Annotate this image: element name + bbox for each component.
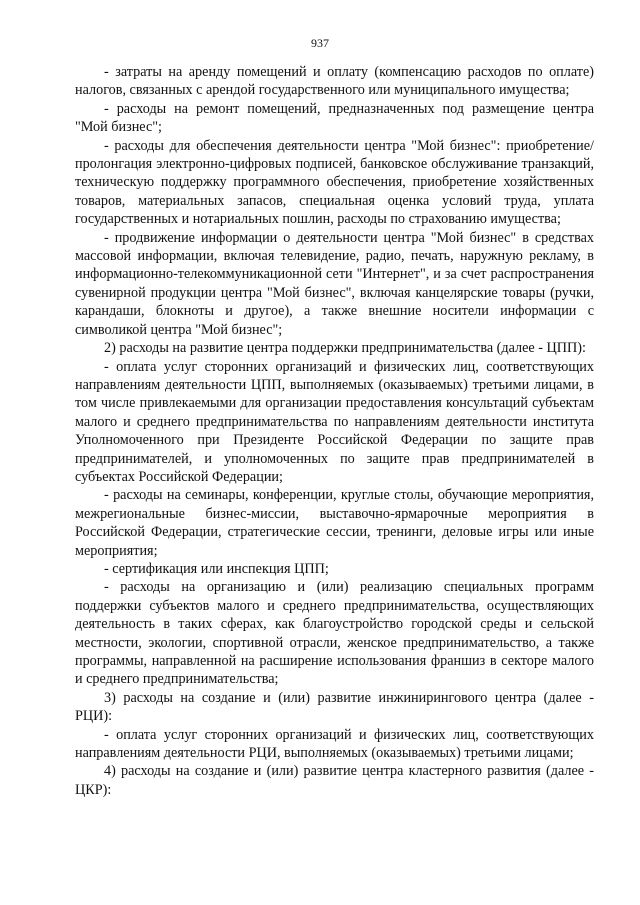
paragraph-cpp-heading: 2) расходы на развитие центра поддержки предпринимательства (далее - ЦПП): bbox=[104, 340, 586, 357]
paragraph-cpp-services: - оплата услуг сторонних организаций и физических лиц, соответствующих направлениям деятельности ЦПП, выполняемых (оказываемых) третьими лицами, в том числе привлекаемыми для организации предоставления консультаций субъектам малого и среднего предпринимательства по направлениям деятельности института Уполномоченного при Президенте Российской Федерации по защите прав предпринимателей, и уполномоченных по защите прав предпринимателей в субъектах Российской Федерации; bbox=[75, 358, 594, 485]
body-text bbox=[75, 63, 594, 799]
paragraph-rci-heading: 3) расходы на создание и (или) развитие инжинирингового центра (далее - РЦИ): bbox=[75, 689, 594, 725]
paragraph-repair-costs: - расходы на ремонт помещений, предназначенных под размещение центра "Мой бизнес"; bbox=[75, 100, 594, 136]
paragraph-cpp-events: - расходы на семинары, конференции, круглые столы, обучающие мероприятия, межрегиональные бизнес-миссии, выставочно-ярмарочные мероприятия в Российской Федерации, стратегические сессии, тренинги, деловые игры или иные мероприятия; bbox=[75, 487, 594, 559]
paragraph-cpp-special-programs: - расходы на организацию и (или) реализацию специальных программ поддержки субъектов малого и среднего предпринимательства, осуществляющих деятельность в таких сферах, как благоустройство городской среды и сельской местности, экологии, спортивной отрасли, женское предпринимательство, а также программы, направленной на расширение использования франшиз в секторе малого и среднего предпринимательства; bbox=[75, 579, 594, 688]
paragraph-rent-costs: - затраты на аренду помещений и оплату (компенсацию расходов по оплате) налогов, связанных с арендой государственного или муниципального имущества; bbox=[75, 64, 594, 99]
paragraph-rci-services: - оплата услуг сторонних организаций и физических лиц, соответствующих направлениям деятельности РЦИ, выполняемых (оказываемых) третьими лицами; bbox=[75, 726, 594, 762]
paragraph-cpp-certification: - сертификация или инспекция ЦПП; bbox=[104, 560, 329, 577]
paragraph-operating-costs: - расходы для обеспечения деятельности центра "Мой бизнес": приобретение/пролонгация электронно-цифровых подписей, банковское обслуживание транзакций, техническую поддержку программного обеспечения, приобретение хозяйственных товаров, материальных запасов, специальная оценка условий труда, уплата государственных и нотариальных пошлин, расходы по страхованию имущества; bbox=[75, 137, 594, 228]
paragraph-ckr-heading: 4) расходы на создание и (или) развитие центра кластерного развития (далее - ЦКР): bbox=[75, 763, 594, 798]
paragraph-promotion: - продвижение информации о деятельности центра "Мой бизнес" в средствах массовой информации, включая телевидение, радио, печать, наружную рекламу, в информационно-телекоммуникационной сети "Интернет", и за счет распространения сувенирной продукции центра "Мой бизнес", включая канцелярские товары (ручки, карандаши, блокноты и другое), а также внешние носители информации с символикой центра "Мой бизнес"; bbox=[75, 229, 594, 338]
page-number: 937 bbox=[311, 36, 329, 50]
